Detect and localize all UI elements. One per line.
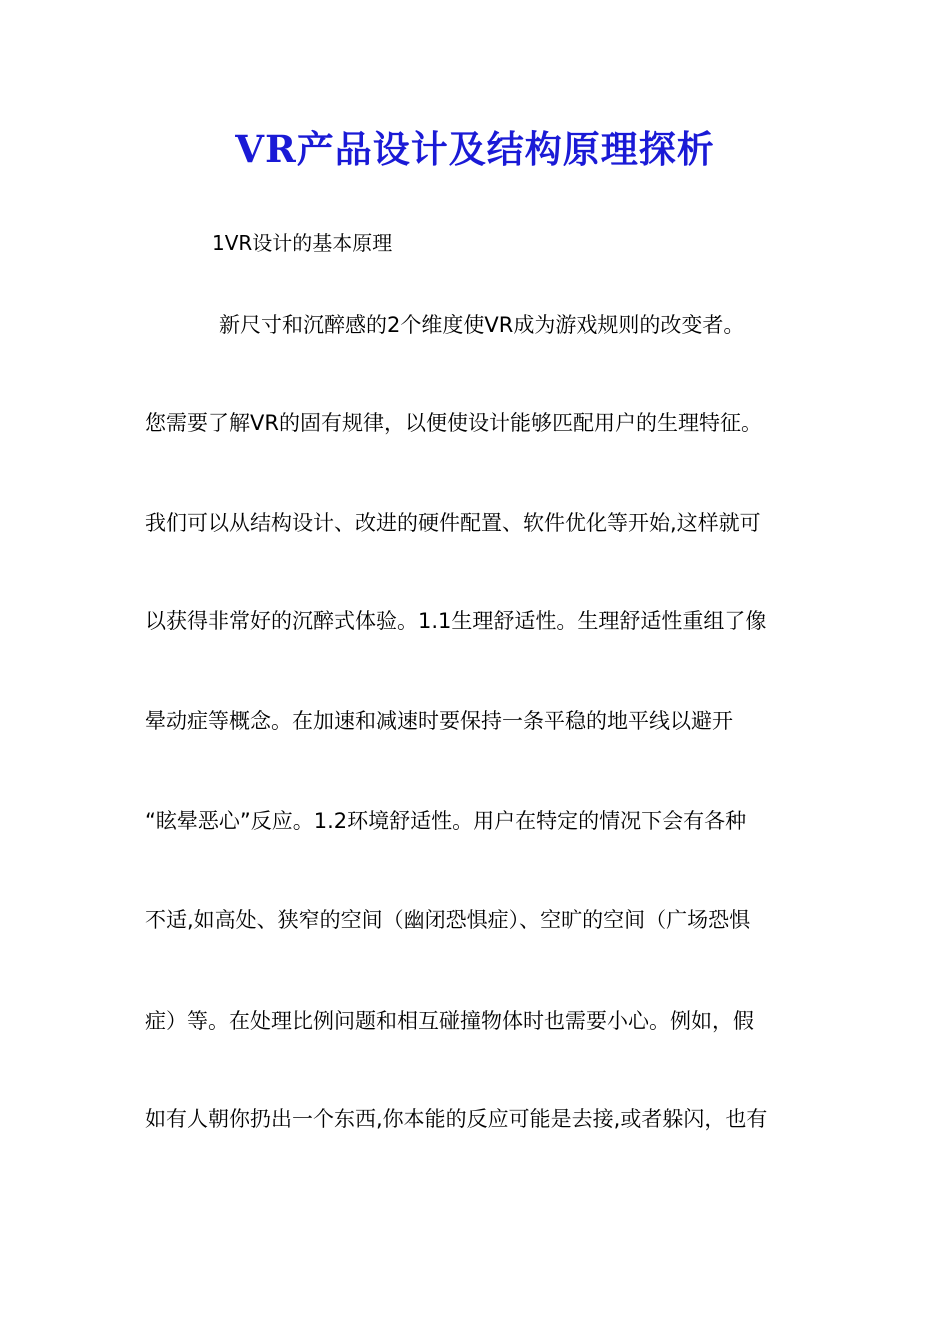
paragraph-line: 我们可以从结构设计、改进的硬件配置、软件优化等开始,这样就可 <box>145 511 761 535</box>
paragraph-line: 症）等。在处理比例问题和相互碰撞物体时也需要小心。例如，假 <box>145 1009 754 1033</box>
section-heading: 1VR设计的基本原理 <box>212 231 393 255</box>
paragraph-line: 如有人朝你扔出一个东西,你本能的反应可能是去接,或者躲闪，也有 <box>145 1107 768 1131</box>
paragraph-line: “眩晕恶心”反应。1.2环境舒适性。用户在特定的情况下会有各种 <box>145 809 747 833</box>
paragraph-line: 以获得非常好的沉醉式体验。1.1生理舒适性。生理舒适性重组了像 <box>145 609 767 633</box>
paragraph-line: 晕动症等概念。在加速和减速时要保持一条平稳的地平线以避开 <box>145 709 733 733</box>
paragraph-line: 您需要了解VR的固有规律，以便使设计能够匹配用户的生理特征。 <box>145 411 762 435</box>
paragraph-line: 新尺寸和沉醉感的2个维度使VR成为游戏规则的改变者。 <box>219 313 745 337</box>
document-title: VR产品设计及结构原理探析 <box>235 127 715 171</box>
paragraph-line: 不适,如高处、狭窄的空间（幽闭恐惧症）、空旷的空间（广场恐惧 <box>145 908 751 932</box>
